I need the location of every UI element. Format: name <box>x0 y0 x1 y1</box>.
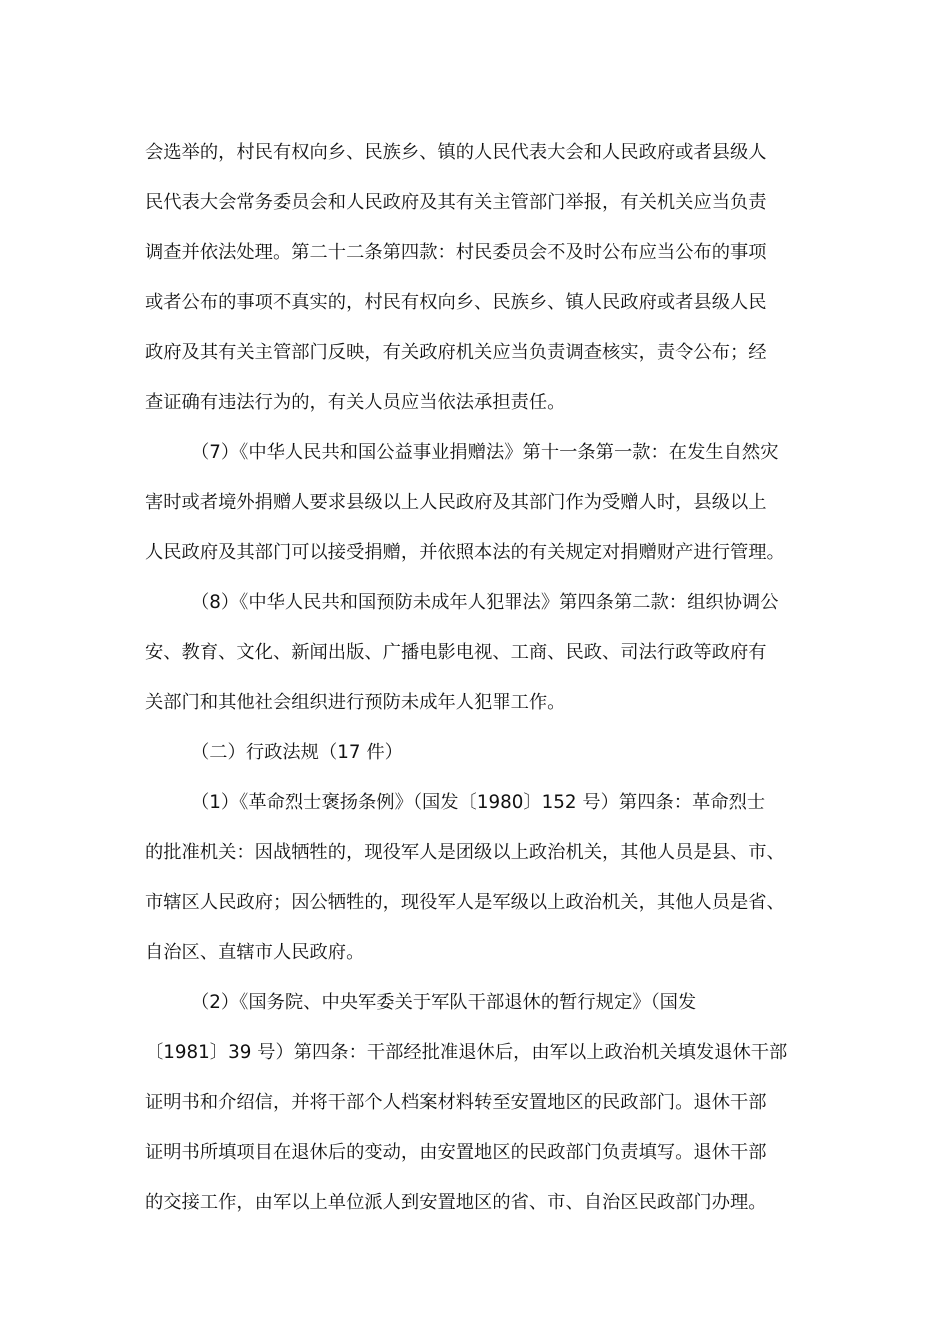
text-line: （1）《革命烈士褒扬条例》（国发〔1980〕152 号）第四条：革命烈士 <box>191 792 766 813</box>
text-line: 证明书所填项目在退休后的变动，由安置地区的民政部门负责填写。退休干部 <box>145 1142 767 1163</box>
text-line: 市辖区人民政府；因公牺牲的，现役军人是军级以上政治机关，其他人员是省、 <box>145 892 785 913</box>
text-line: 查证确有违法行为的，有关人员应当依法承担责任。 <box>145 392 566 413</box>
text-line: 〔1981〕39 号）第四条：干部经批准退休后，由军以上政治机关填发退休干部 <box>145 1042 788 1063</box>
document-body <box>145 128 815 1228</box>
text-line: 民代表大会常务委员会和人民政府及其有关主管部门举报，有关机关应当负责 <box>145 192 767 213</box>
text-line: 安、教育、文化、新闻出版、广播电影电视、工商、民政、司法行政等政府有 <box>145 642 767 663</box>
text-line: 人民政府及其部门可以接受捐赠，并依照本法的有关规定对捐赠财产进行管理。 <box>145 542 785 563</box>
text-line: 调查并依法处理。第二十二条第四款：村民委员会不及时公布应当公布的事项 <box>145 242 767 263</box>
text-line: 政府及其有关主管部门反映，有关政府机关应当负责调查核实，责令公布；经 <box>145 342 767 363</box>
text-line: 的交接工作，由军以上单位派人到安置地区的省、市、自治区民政部门办理。 <box>145 1192 767 1213</box>
text-line: 自治区、直辖市人民政府。 <box>145 942 365 963</box>
text-line: 的批准机关：因战牺牲的，现役军人是团级以上政治机关，其他人员是县、市、 <box>145 842 785 863</box>
text-line: （2）《国务院、中央军委关于军队干部退休的暂行规定》（国发 <box>191 992 697 1013</box>
text-line: 证明书和介绍信，并将干部个人档案材料转至安置地区的民政部门。退休干部 <box>145 1092 767 1113</box>
text-line: 或者公布的事项不真实的，村民有权向乡、民族乡、镇人民政府或者县级人民 <box>145 292 767 313</box>
text-line: （8）《中华人民共和国预防未成年人犯罪法》第四条第二款：组织协调公 <box>191 592 779 613</box>
text-line: （7）《中华人民共和国公益事业捐赠法》第十一条第一款：在发生自然灾 <box>191 442 779 463</box>
text-line: 会选举的，村民有权向乡、民族乡、镇的人民代表大会和人民政府或者县级人 <box>145 142 767 163</box>
text-line: 害时或者境外捐赠人要求县级以上人民政府及其部门作为受赠人时，县级以上 <box>145 492 767 513</box>
section-heading: （二）行政法规（17 件） <box>191 742 403 763</box>
text-line: 关部门和其他社会组织进行预防未成年人犯罪工作。 <box>145 692 566 713</box>
